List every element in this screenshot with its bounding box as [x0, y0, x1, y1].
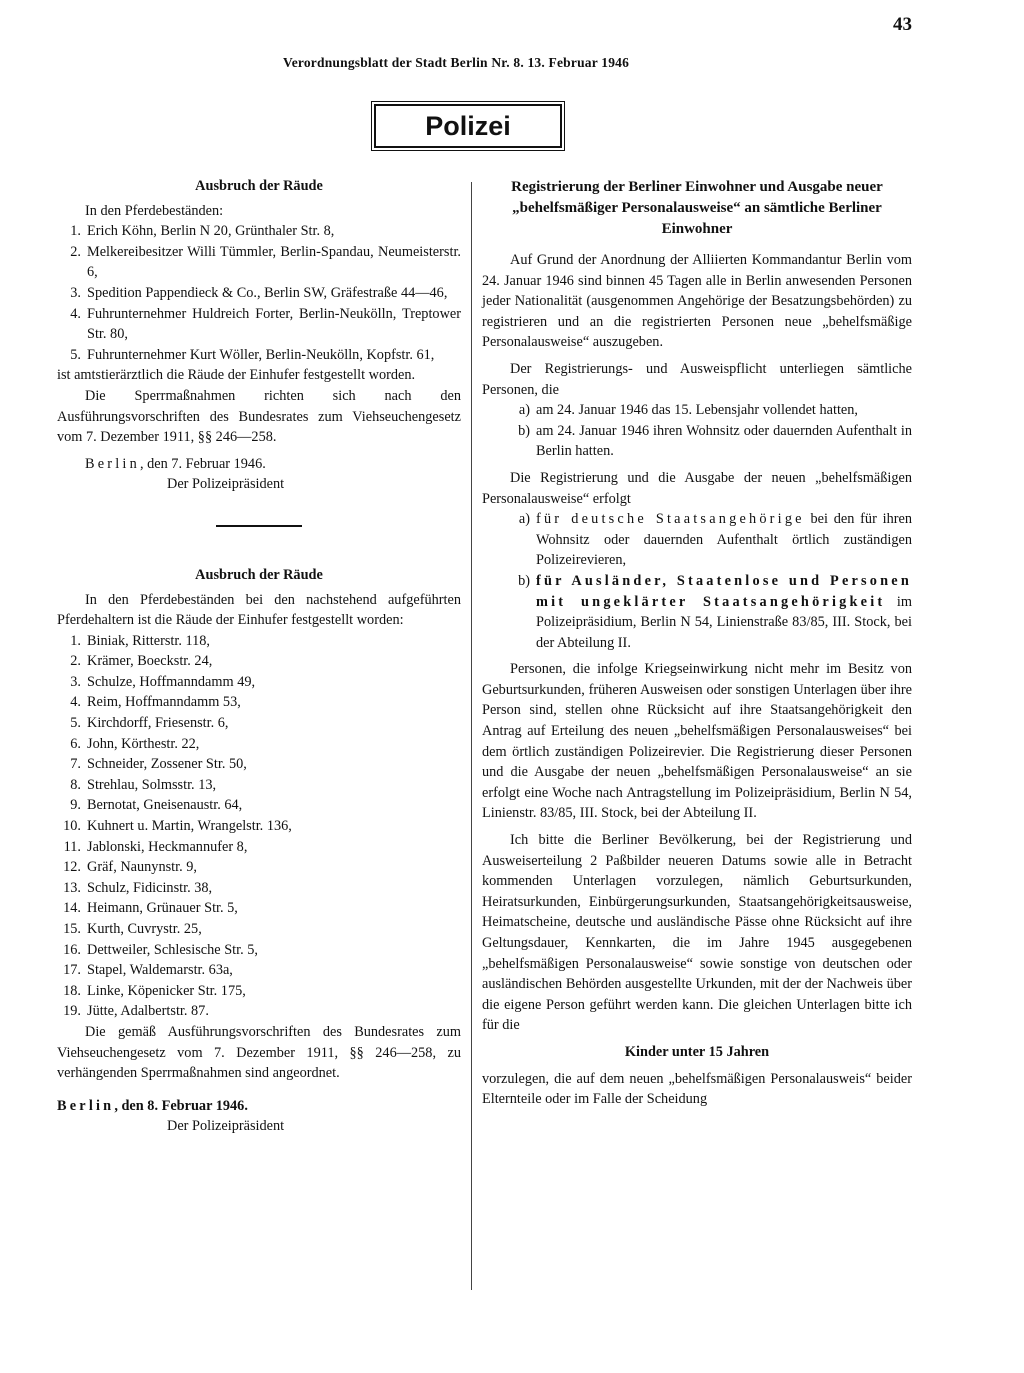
notice1-intro: In den Pferdebeständen:	[85, 202, 224, 219]
condition-a-text: am 24. Januar 1946 das 15. Lebensjahr vollendet hatten,	[536, 402, 858, 419]
list-item-text: Jablonski, Heckmannufer 8,	[87, 838, 248, 855]
registration-paragraph-3: Die Registrierung und die Ausgabe der neuen „behelfsmäßigen Personalausweise“ erfolgt	[482, 469, 912, 507]
separator-rule	[216, 525, 302, 527]
list-item-number: 1.	[70, 223, 81, 240]
page-number: 43	[893, 14, 912, 35]
list-item-number: 18.	[63, 982, 81, 999]
notice1-signature: Der Polizeipräsident	[167, 476, 285, 493]
notice1-result: ist amtstierärztlich die Räude der Einhufer festgestellt worden.	[57, 367, 416, 384]
list-item-number: 2.	[70, 653, 81, 670]
list-item	[57, 713, 461, 734]
list-item-number: 1.	[70, 632, 81, 649]
section-title: Polizei	[425, 110, 511, 141]
condition-a	[482, 400, 912, 421]
condition-b-label: b)	[518, 422, 530, 439]
list-item	[57, 345, 461, 366]
children-subheading: Kinder unter 15 Jahren	[624, 1043, 770, 1060]
list-item-text: Strehlau, Solmsstr. 13,	[87, 776, 217, 793]
list-item-text: Kurth, Cuvrystr. 25,	[87, 921, 202, 937]
list-item	[57, 283, 461, 304]
list-item-number: 4.	[70, 694, 81, 711]
list-item-text: Linke, Köpenicker Str. 175,	[87, 982, 246, 999]
condition-a-label: a)	[518, 402, 530, 419]
registration-paragraph-6: vorzulegen, die auf dem neuen „behelfsmäßigen Personalausweis“ beider Elternteile oder im Falle der Scheidung	[482, 1070, 912, 1108]
list-item-text: Schulze, Hoffmanndamm 49,	[87, 673, 256, 690]
list-item	[57, 795, 461, 816]
registration-paragraph-2: Der Registrierungs- und Ausweispflicht unterliegen sämtliche Personen, die	[482, 360, 912, 398]
place-b-rest: im Polizeipräsidium, Berlin N 54, Linienstraße 83/85, III. Stock, bei der Abteilung II.	[536, 593, 912, 651]
list-item	[57, 775, 461, 796]
list-item	[57, 960, 461, 981]
list-item-text: Fuhrunternehmer Huldreich Forter, Berlin-Neukölln, Treptower Str. 80,	[87, 305, 461, 343]
registration-paragraph-4: Personen, die infolge Kriegseinwirkung nicht mehr im Besitz von Geburtsurkunden, früheren Ausweisen oder sonstigen Unterlagen über ihre Person sind, stellen ohne Rücksicht auf ihre Staatsangehörigkeit den Antrag auf Erteilung des neuen „behelfsmäßigen Personalausweises“ bei dem örtlich zuständigen Polizeirevier. Die Registrierung dieser Personen und die Ausgabe der neuen „behelfsmäßigen Personalausweise“ an sie erfolgt eine Woche nach Antragstellung im Polizeipräsidium, Berlin N 54, Linienstr. 83/85, III. Stock, bei der Abteilung II.	[482, 661, 912, 822]
list-item	[57, 981, 461, 1002]
list-item-text: Melkereibesitzer Willi Tümmler, Berlin-Spandau, Neumeisterstr. 6,	[87, 243, 461, 281]
notice2-list	[57, 631, 461, 1022]
place-a-label: a)	[518, 511, 530, 528]
notice1-date: , den 7. Februar 1946.	[139, 455, 266, 472]
list-item-number: 7.	[70, 756, 81, 773]
list-item-number: 9.	[70, 797, 81, 814]
list-item-text: Schneider, Zossener Str. 50,	[87, 756, 247, 773]
notice2-signature: Der Polizeipräsident	[167, 1118, 285, 1135]
list-item-text: Gräf, Naunynstr. 9,	[87, 859, 197, 876]
list-item	[57, 898, 461, 919]
list-item-text: Dettweiler, Schlesische Str. 5,	[87, 941, 258, 958]
list-item-text: Bernotat, Gneisenaustr. 64,	[87, 797, 243, 814]
notice1-measures: Die Sperrmaßnahmen richten sich nach den Ausführungsvorschriften des Bundesrates zum Viehseuchengesetz vom 7. Dezember 1911, §§ 246—258.	[57, 387, 461, 446]
list-item	[57, 221, 461, 242]
list-item-number: 14.	[63, 900, 81, 917]
list-item	[57, 242, 461, 283]
list-item	[57, 919, 461, 940]
list-item	[57, 1001, 461, 1022]
notice2-date: , den 8. Februar 1946.	[114, 1097, 248, 1114]
list-item	[57, 692, 461, 713]
registration-paragraph-5: Ich bitte die Berliner Bevölkerung, bei der Registrierung und Ausweiserteilung 2 Paßbilder neueren Datums sowie alle in Betracht kommenden Unterlagen vorzulegen, nämlich Geburtsurkunden, Heiratsurkunden, Einbürgerungsurkunden, Staatsangehörigkeitsausweise, Heimatscheine, deutsche und ausländische Pässe ohne Rücksicht auf ihre Geltungsdauer, Kennkarten, die im Jahre 1945 ausgegebenen „behelfsmäßigen Personalausweise“ sowie sonstige von deutschen oder ausländischen Behörden ausgestellte Urkunden, mit der der Nachweis über die eigene Person geführt werden kann. Die gleichen Unterlagen bitte ich für die	[482, 832, 912, 1034]
list-item-text: Stapel, Waldemarstr. 63a,	[87, 962, 233, 979]
list-item-text: Kirchdorff, Friesenstr. 6,	[87, 715, 229, 732]
notice1-place: Berlin	[85, 455, 140, 472]
list-item-number: 8.	[70, 776, 81, 793]
condition-b	[482, 421, 912, 462]
section-title-box	[374, 104, 562, 148]
list-item-text: Schulz, Fidicinstr. 38,	[87, 879, 213, 896]
left-column	[57, 176, 461, 1137]
list-item-text: Kuhnert u. Martin, Wrangelstr. 136,	[87, 818, 292, 835]
list-item-number: 10.	[63, 818, 81, 835]
list-item-number: 19.	[63, 1003, 81, 1020]
list-item-number: 11.	[63, 838, 81, 855]
list-item-text: Erich Köhn, Berlin N 20, Grünthaler Str. 8,	[87, 223, 335, 240]
registration-paragraph-1: Auf Grund der Anordnung der Alliierten Kommandantur Berlin vom 24. Januar 1946 sind binnen 45 Tagen alle in Berlin anwesenden Personen jeder Nationalität (ausgenommen Angehörige der Besatzungsbehörden) zu registrieren und an die registrierten Personen neue „behelfsmäßige Personalausweise“ auszugeben.	[482, 252, 912, 351]
list-item	[57, 631, 461, 652]
list-item	[57, 734, 461, 755]
list-item	[57, 837, 461, 858]
list-item-text: Krämer, Boeckstr. 24,	[87, 653, 213, 670]
list-item-number: 4.	[70, 305, 81, 322]
list-item-text: Spedition Pappendieck & Co., Berlin SW, Gräfestraße 44—46,	[87, 284, 448, 301]
list-item	[57, 754, 461, 775]
list-item	[57, 672, 461, 693]
place-a-rest: bei den für ihren Wohnsitz oder dauernden Aufenthalt örtlich zuständigen Polizeirevieren,	[536, 511, 912, 569]
list-item-number: 12.	[63, 859, 81, 876]
condition-b-text: am 24. Januar 1946 ihren Wohnsitz oder dauernden Aufenthalt in Berlin hatten.	[536, 422, 912, 460]
place-b-label: b)	[518, 572, 530, 589]
list-item-text: Heimann, Grünauer Str. 5,	[87, 900, 238, 917]
notice2-intro: In den Pferdebeständen bei den nachstehend aufgeführten Pferdehaltern ist die Räude der Einhufer festgestellt worden:	[57, 591, 461, 629]
notice2-title: Ausbruch der Räude	[195, 566, 323, 583]
list-item-text: Fuhrunternehmer Kurt Wöller, Berlin-Neukölln, Kopfstr. 61,	[87, 346, 435, 363]
list-item-text: Reim, Hoffmanndamm 53,	[87, 694, 241, 711]
list-item	[57, 878, 461, 899]
place-a-text	[536, 509, 912, 571]
list-item-number: 5.	[70, 346, 81, 363]
place-b-text	[536, 571, 912, 653]
list-item	[57, 940, 461, 961]
notice1-title: Ausbruch der Räude	[195, 178, 323, 194]
list-item-number: 15.	[63, 921, 81, 937]
list-item-number: 5.	[70, 715, 81, 732]
column-divider	[471, 182, 472, 1290]
list-item	[57, 857, 461, 878]
list-item-number: 16.	[63, 941, 81, 958]
registration-title: Registrierung der Berliner Einwohner und Ausgabe neuer „behelfsmäßiger Personalausweise“ an sämtliche Berliner Einwohner	[511, 179, 883, 237]
list-item	[57, 816, 461, 837]
place-b	[482, 571, 912, 653]
place-b-spaced: für Ausländer, Staatenlose und Personen mit ungeklärter Staatsangehörigkeit	[536, 572, 912, 610]
notice1-list	[57, 221, 461, 365]
list-item	[57, 304, 461, 345]
list-item-number: 2.	[70, 243, 81, 260]
running-head: Verordnungsblatt der Stadt Berlin Nr. 8. 13. Februar 1946	[283, 55, 630, 70]
list-item-number: 13.	[63, 879, 81, 896]
notice2-measures: Die gemäß Ausführungsvorschriften des Bundesrates zum Viehseuchengesetz vom 7. Dezember 1911, §§ 246—258, zu verhängenden Sperrmaßnahmen sind angeordnet.	[57, 1023, 461, 1082]
list-item-number: 17.	[63, 962, 81, 979]
list-item-number: 3.	[70, 673, 81, 690]
notice1-dateline	[57, 454, 461, 475]
list-item-text: John, Körthestr. 22,	[87, 735, 200, 752]
list-item-number: 3.	[70, 284, 81, 301]
place-a	[482, 509, 912, 571]
list-item-number: 6.	[70, 735, 81, 752]
place-a-spaced: für deutsche Staatsangehörige	[536, 511, 805, 528]
list-item-text: Jütte, Adalbertstr. 87.	[87, 1003, 209, 1020]
right-column	[482, 177, 912, 1110]
notice2-place: Berlin	[57, 1097, 115, 1114]
list-item	[57, 651, 461, 672]
list-item-text: Biniak, Ritterstr. 118,	[87, 632, 210, 649]
notice2-dateline	[57, 1096, 461, 1117]
